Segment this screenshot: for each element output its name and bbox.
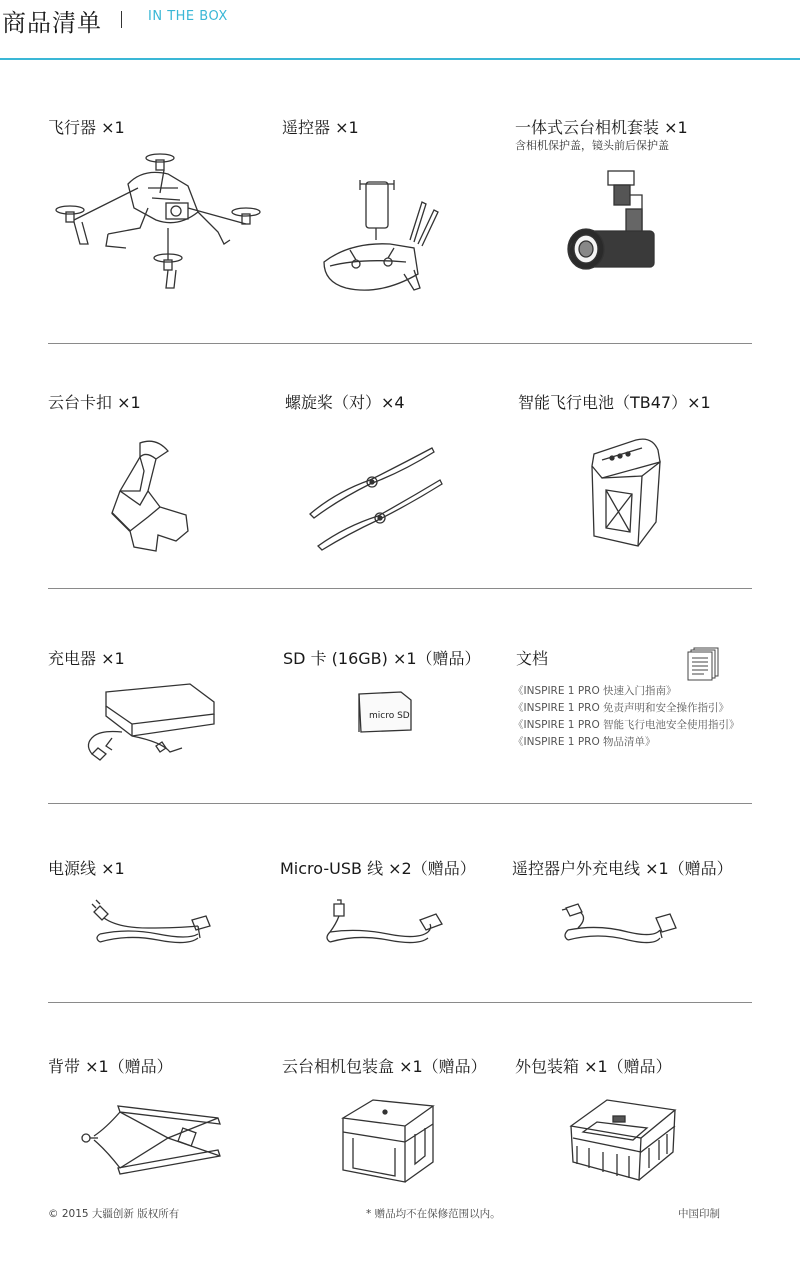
gimbal-clamp-icon bbox=[100, 435, 200, 560]
page-header bbox=[0, 0, 800, 60]
document-item: 《INSPIRE 1 PRO 物品清单》 bbox=[513, 736, 656, 748]
item-title: 遥控器 ×1 bbox=[282, 118, 359, 137]
item-title: 飞行器 ×1 bbox=[48, 118, 125, 137]
item-title: 云台相机包装盒 ×1（赠品） bbox=[282, 1057, 487, 1076]
footer-copyright: © 2015 大疆创新 版权所有 bbox=[48, 1208, 180, 1220]
sd-card-icon bbox=[355, 690, 415, 735]
gimbal-camera-icon bbox=[560, 165, 670, 290]
document-list bbox=[513, 683, 740, 751]
aircraft-icon bbox=[48, 148, 278, 298]
item-title: 智能飞行电池（TB47）×1 bbox=[518, 393, 711, 412]
header-underline bbox=[0, 58, 800, 60]
item-title: SD 卡 (16GB) ×1（赠品） bbox=[283, 649, 481, 668]
propeller-icon bbox=[306, 442, 446, 552]
battery-icon bbox=[582, 432, 667, 552]
item-title: 螺旋桨（对）×4 bbox=[285, 393, 405, 412]
item-title: 背带 ×1（赠品） bbox=[48, 1057, 173, 1076]
item-title: 文档 bbox=[516, 649, 549, 668]
item-title: 一体式云台相机套装 ×1 bbox=[515, 118, 688, 137]
row-divider bbox=[48, 343, 752, 344]
document-item: 《INSPIRE 1 PRO 快速入门指南》 bbox=[513, 685, 677, 697]
carrying-case-icon bbox=[563, 1090, 683, 1190]
documents-icon bbox=[686, 646, 722, 682]
sd-card-label: micro SD bbox=[369, 711, 410, 721]
gimbal-box-icon bbox=[333, 1090, 443, 1190]
outdoor-charging-cable-icon bbox=[558, 898, 683, 953]
page-subtitle: IN THE BOX bbox=[148, 9, 228, 24]
document-item: 《INSPIRE 1 PRO 智能飞行电池安全使用指引》 bbox=[513, 719, 740, 731]
micro-usb-cable-icon bbox=[318, 898, 448, 953]
strap-icon bbox=[68, 1098, 228, 1178]
footer-made-in: 中国印制 bbox=[678, 1208, 720, 1220]
document-item: 《INSPIRE 1 PRO 免责声明和安全操作指引》 bbox=[513, 702, 730, 714]
item-title: 电源线 ×1 bbox=[48, 859, 125, 878]
page-title: 商品清单 bbox=[2, 9, 102, 37]
item-title: 云台卡扣 ×1 bbox=[48, 393, 141, 412]
row-divider bbox=[48, 588, 752, 589]
remote-controller-icon bbox=[310, 170, 460, 305]
row-divider bbox=[48, 1002, 752, 1003]
row-divider bbox=[48, 803, 752, 804]
item-title: 外包装箱 ×1（赠品） bbox=[515, 1057, 672, 1076]
item-title: Micro-USB 线 ×2（赠品） bbox=[280, 859, 476, 878]
title-separator bbox=[121, 11, 122, 28]
footer-note: * 赠品均不在保修范围以内。 bbox=[366, 1208, 501, 1220]
item-title: 遥控器户外充电线 ×1（赠品） bbox=[512, 859, 733, 878]
charger-icon bbox=[72, 678, 222, 770]
power-cable-icon bbox=[88, 898, 218, 953]
item-title: 充电器 ×1 bbox=[48, 649, 125, 668]
item-subtitle: 含相机保护盖，镜头前后保护盖 bbox=[515, 139, 669, 152]
